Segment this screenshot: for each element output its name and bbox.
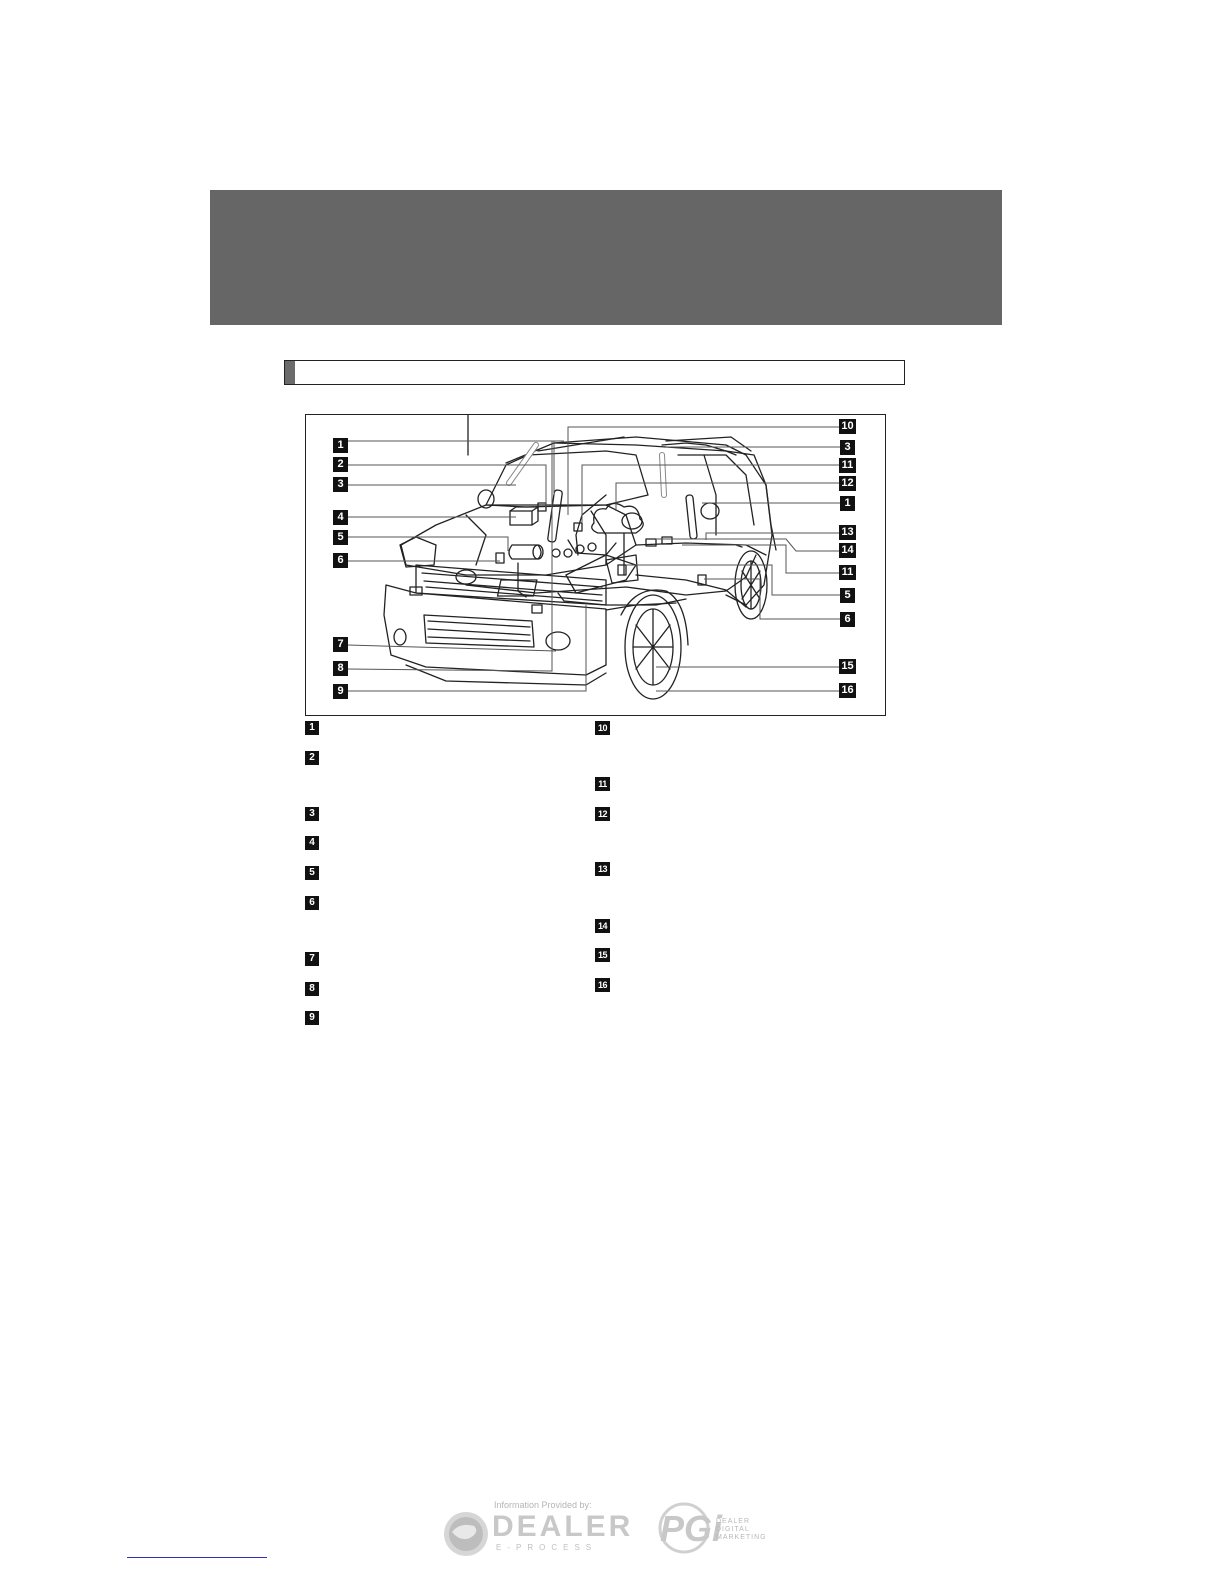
pgi-logo-icon: PGi	[660, 1508, 723, 1549]
chapter-header-band	[210, 190, 1002, 325]
legend-badge-6: 6	[305, 896, 319, 910]
callout-left-7: 7	[333, 637, 348, 652]
legend-badge-4: 4	[305, 836, 319, 850]
pgi-sub-line-1: DEALER	[716, 1518, 751, 1525]
dealer-logo-text: DEALER	[492, 1510, 634, 1543]
legend-badge-2: 2	[305, 751, 319, 765]
callout-left-9: 9	[333, 684, 348, 699]
section-title-bar	[284, 360, 905, 385]
callout-right-16: 16	[839, 683, 856, 698]
callout-right-12: 12	[839, 476, 856, 491]
callout-right-10: 10	[839, 419, 856, 434]
section-title-tab	[285, 361, 295, 384]
callout-left-8: 8	[333, 661, 348, 676]
callout-right-1: 1	[840, 496, 855, 511]
callout-right-5: 5	[840, 588, 855, 603]
callout-left-1: 1	[333, 438, 348, 453]
callout-right-3: 3	[840, 440, 855, 455]
legend-badge-16: 16	[595, 978, 610, 992]
legend-badge-7: 7	[305, 952, 319, 966]
callout-right-11b: 11	[839, 565, 856, 580]
legend-badge-14: 14	[595, 919, 610, 933]
legend-badge-10: 10	[595, 721, 610, 735]
vehicle-illustration-icon	[306, 415, 886, 716]
callout-left-4: 4	[333, 510, 348, 525]
legend-badge-5: 5	[305, 866, 319, 880]
legend-badge-3: 3	[305, 807, 319, 821]
callout-right-14: 14	[839, 543, 856, 558]
callout-left-2: 2	[333, 457, 348, 472]
pgi-sub-line-2: DIGITAL	[716, 1526, 750, 1533]
callout-left-6: 6	[333, 553, 348, 568]
callout-right-11a: 11	[839, 458, 856, 473]
pgi-logo-subtext	[716, 1518, 767, 1542]
footer-link-rule	[127, 1557, 267, 1558]
legend-badge-11: 11	[595, 777, 610, 791]
legend-badge-1: 1	[305, 721, 319, 735]
dealer-logo-subtext: E-PROCESS	[496, 1543, 598, 1552]
legend-badge-9: 9	[305, 1011, 319, 1025]
callout-left-5: 5	[333, 530, 348, 545]
legend-badge-8: 8	[305, 982, 319, 996]
callout-right-6: 6	[840, 612, 855, 627]
callout-right-13: 13	[839, 525, 856, 540]
legend-badge-15: 15	[595, 948, 610, 962]
callout-left-3: 3	[333, 477, 348, 492]
legend-badge-12: 12	[595, 807, 610, 821]
pgi-sub-line-3: MARKETING	[716, 1534, 767, 1541]
legend-badge-13: 13	[595, 862, 610, 876]
footer-provided-by: Information Provided by:	[494, 1500, 592, 1510]
callout-right-15: 15	[839, 659, 856, 674]
vehicle-diagram	[305, 414, 886, 716]
